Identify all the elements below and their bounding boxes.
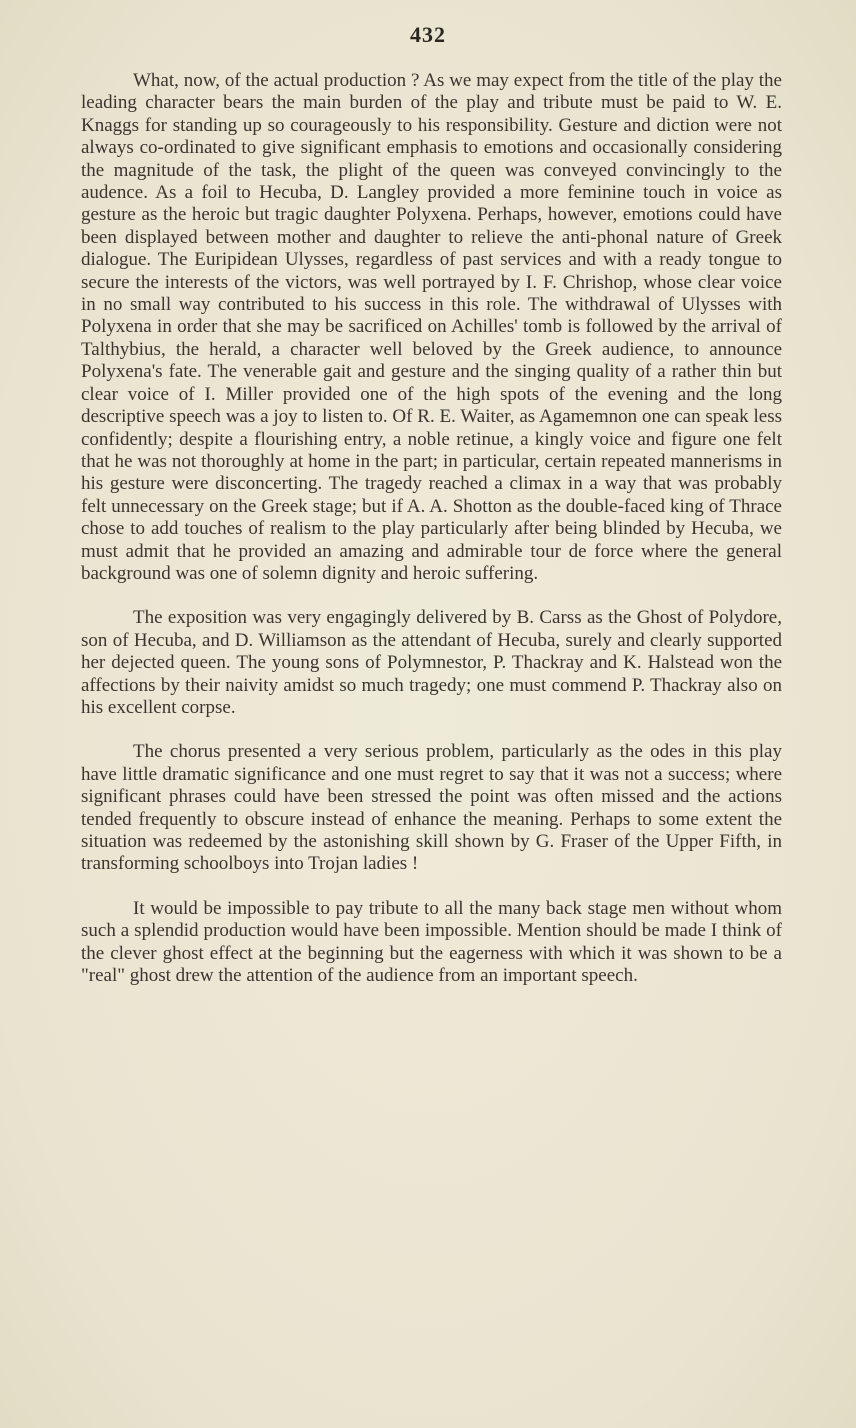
article-body [81,70,782,987]
paragraph-backstage: It would be impossible to pay tribute to all the many back stage men without whom such a splendid production would have been impossible. Mention should be made I think of the clever ghost effect at the beginning but the eagerness with which it was shown to be a "real" ghost drew the attention of the audience from an important speech. [81,897,782,987]
paragraph-production-review: What, now, of the actual production ? As we may expect from the title of the play the leading character bears the main burden of the play and tribute must be paid to W. E. Knaggs for standing up so courageously to his responsibility. Gesture and diction were not always co-ordinated to give significant emphasis to emotions and occasionally considering the magnitude of the task, the plight of the queen was conveyed convincingly to the audence. As a foil to Hecuba, D. Langley provided a more feminine touch in voice as gesture as the heroic but tragic daughter Polyxena. Perhaps, however, emotions could have been displayed between mother and daughter to relieve the anti-phonal nature of Greek dialogue. The Euripidean Ulysses, regardless of past services and with a ready tongue to secure the interests of the victors, was well portrayed by I. F. Chrishop, whose clear voice in no small way contributed to his success in this role. The withdrawal of Ulysses with Polyxena in order that she may be sacrificed on Achilles' tomb is followed by the arrival of Talthybius, the herald, a character well beloved by the Greek audience, to announce Polyxena's fate. The venerable gait and gesture and the singing quality of a rather thin but clear voice of I. Miller provided one of the high spots of the evening and the long descriptive speech was a joy to listen to. Of R. E. Waiter, as Agamemnon one can speak less confidently; despite a flourishing entry, a noble retinue, a kingly voice and figure one felt that he was not thoroughly at home in the part; in particular, certain repeated mannerisms in his gesture were disconcerting. The tragedy reached a climax in a way that was probably felt unnecessary on the Greek stage; but if A. A. Shotton as the double-faced king of Thrace chose to add touches of realism to the play particularly after being blinded by Hecuba, we must admit that he provided an amazing and admirable tour de force where the general background was one of solemn dignity and heroic suffering. [81,70,782,584]
paragraph-chorus: The chorus presented a very serious problem, particularly as the odes in this play have little dramatic significance and one must regret to say that it was not a success; where significant phrases could have been stressed the point was often missed and the actions tended frequently to obscure instead of enhance the meaning. Perhaps to some extent the situation was redeemed by the astonishing skill shown by G. Fraser of the Upper Fifth, in transforming schoolboys into Trojan ladies ! [81,741,782,875]
page-number: 432 [410,22,446,47]
paragraph-exposition: The exposition was very engagingly delivered by B. Carss as the Ghost of Polydore, son of Hecuba, and D. Williamson as the attendant of Hecuba, surely and clearly supported her dejected queen. The young sons of Polymnestor, P. Thackray and K. Halstead won the affections by their naivity amidst so much tragedy; one must commend P. Thackray also on his excellent corpse. [81,607,782,718]
